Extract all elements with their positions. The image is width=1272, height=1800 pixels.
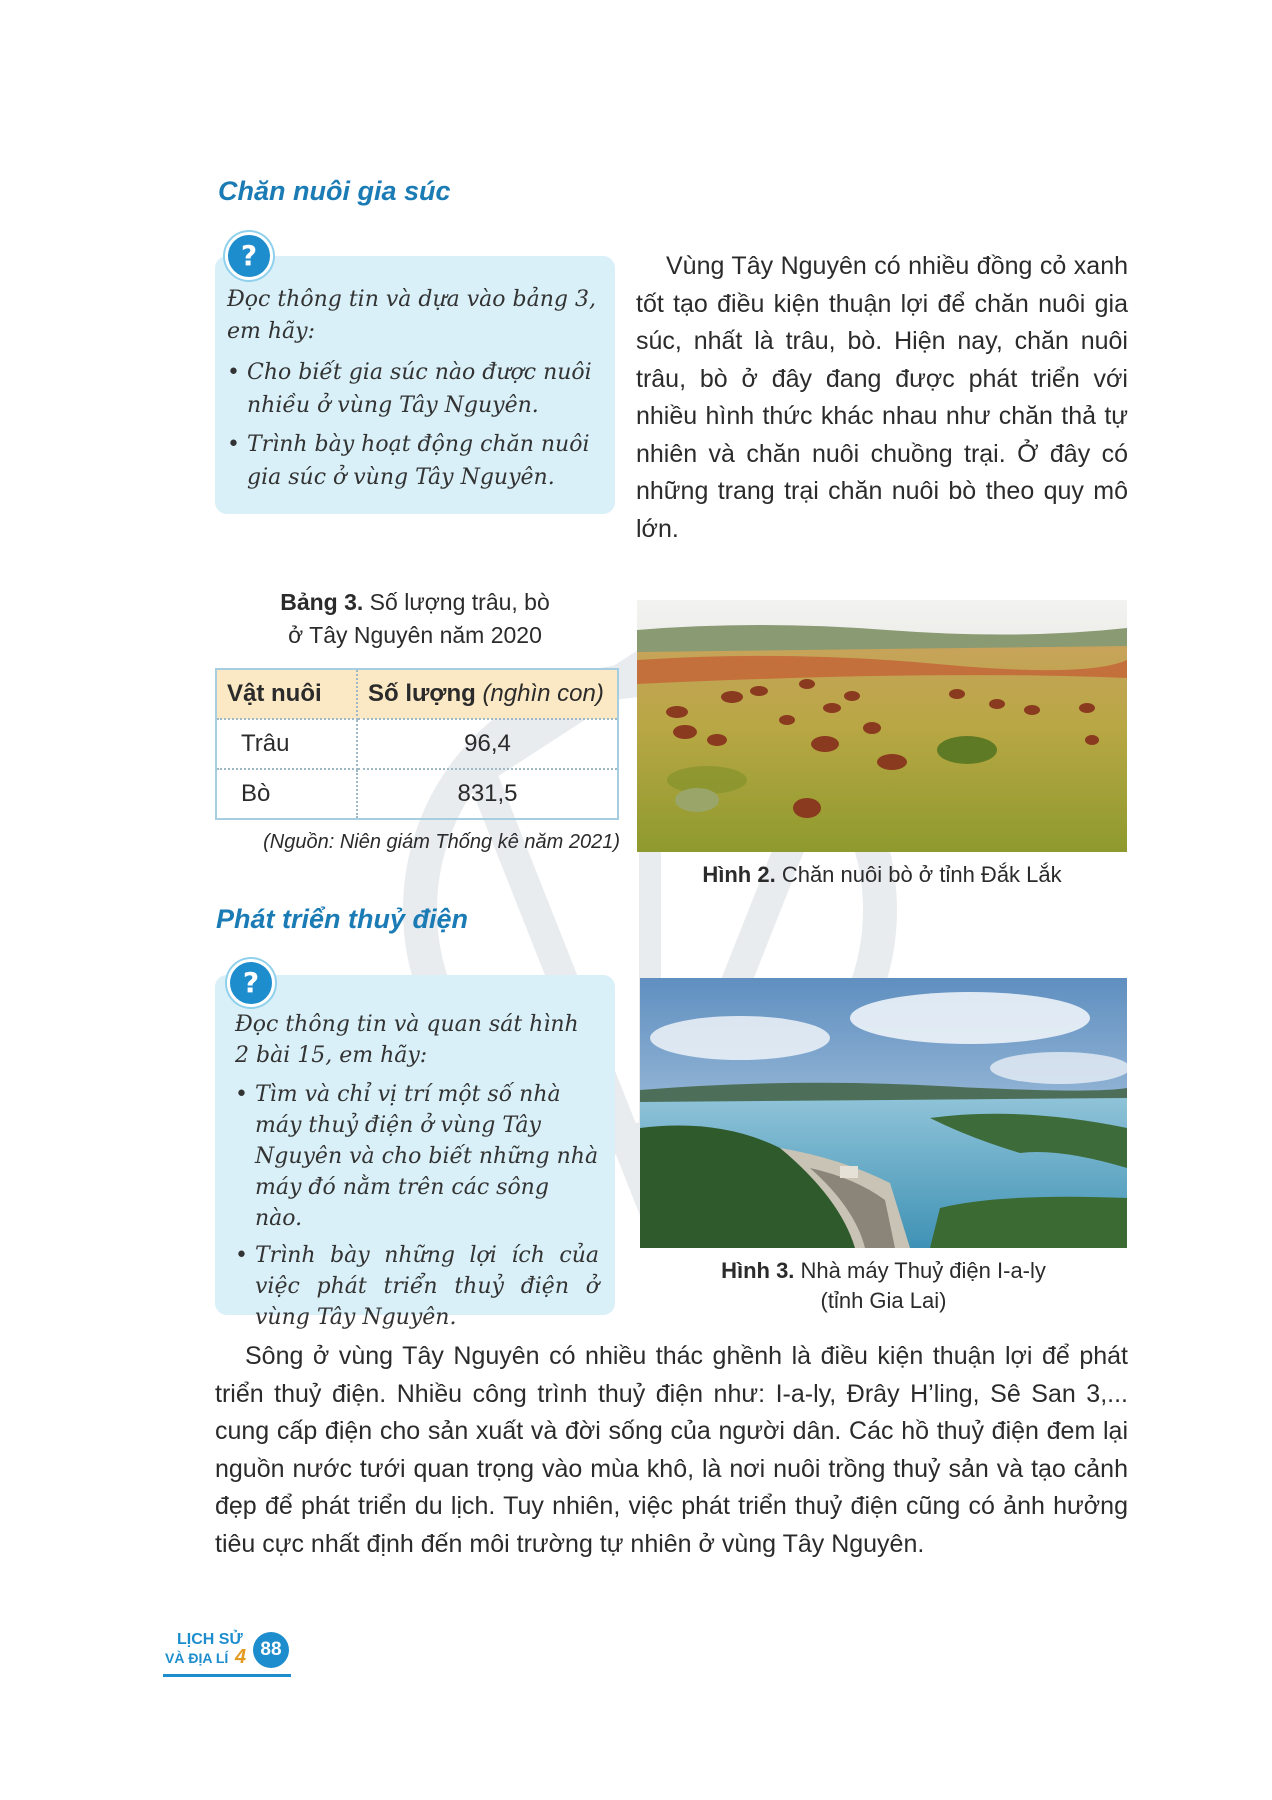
footer-logo-line1: LỊCH SỬ [177,1631,243,1648]
figure-3-text: Nhà máy Thuỷ điện I-a-ly [794,1258,1046,1283]
figure-3-caption [640,1256,1127,1316]
section-title-livestock: Chăn nuôi gia súc [218,176,451,206]
table-cell-animal: Trâu [217,719,357,769]
figure-2-label: Hình 2. [702,862,776,887]
table-row [217,769,617,818]
cattle-photo [637,600,1127,852]
table-caption-label: Bảng 3. [280,589,364,615]
table-caption-text-2: ở Tây Nguyên năm 2020 [288,622,542,648]
livestock-table [215,668,619,820]
table-row [217,719,617,769]
question-list [235,1079,599,1333]
paragraph-hydropower: Sông ở vùng Tây Nguyên có nhiều thác ghềnh là điều kiện thuận lợi để phát triển thuỷ điện. Nhiều công trình thuỷ điện như: I-a-ly, Đrây H’ling, Sê San 3,... cung cấp điện cho sản xuất và đời sống của người dân. Các hồ thuỷ điện đem lại nguồn nước tưới quan trọng vào mùa khô, là nơi nuôi trồng thuỷ sản và tạo cảnh đẹp để phát triển du lịch. Tuy nhiên, việc phát triển thuỷ điện cũng có ảnh hưởng tiêu cực nhất định đến môi trường tự nhiên ở vùng Tây Nguyên. [215,1342,1128,1558]
figure-2-text: Chăn nuôi bò ở tỉnh Đắk Lắk [775,862,1062,887]
question-item: • Cho biết gia súc nào được nuôi nhiều ở vùng Tây Nguyên. [227,356,601,422]
footer-rule [163,1674,291,1677]
figure-2-caption [637,862,1127,888]
footer-logo-line2: VÀ ĐỊA LÍ [165,1650,229,1666]
figure-3-label: Hình 3. [721,1258,795,1283]
question-lead: Đọc thông tin và quan sát hình 2 bài 15, em hãy: [235,1012,579,1068]
table-cell-count: 96,4 [357,719,617,769]
footer-logo [163,1632,293,1682]
question-lead: Đọc thông tin và dựa vào bảng 3, em hãy: [227,287,596,344]
question-item: • Trình bày hoạt động chăn nuôi gia súc ở vùng Tây Nguyên. [227,428,601,494]
section-title-hydropower: Phát triển thuỷ điện [216,904,469,934]
paragraph-livestock: Vùng Tây Nguyên có nhiều đồng cỏ xanh tốt tạo điều kiện thuận lợi để chăn nuôi gia súc, nhất là trâu, bò. Hiện nay, chăn nuôi trâu, bò ở đây đang được phát triển với nhiều hình thức khác nhau như chăn thả tự nhiên và chăn nuôi chuồng trại. Ở đây có những trang trại chăn nuôi bò theo quy mô lớn. [636,252,1128,543]
table-source: (Nguồn: Niên giám Thống kê năm 2021) [263,831,620,853]
table-caption [215,586,615,652]
question-box-livestock [215,239,615,514]
question-item: • Tìm và chỉ vị trí một số nhà máy thuỷ điện ở vùng Tây Nguyên và cho biết những nhà máy đó nằm trên các sông nào. [235,1079,599,1234]
table-cell-animal: Bò [217,769,357,818]
table-cell-count: 831,5 [457,780,518,807]
figure-3-text-2: (tỉnh Gia Lai) [820,1288,947,1313]
table-header-animal: Vật nuôi [217,670,357,719]
question-list [227,356,601,494]
dam-photo [640,978,1127,1248]
question-item: • Trình bày những lợi ích của việc phát triển thuỷ điện ở vùng Tây Nguyên. [235,1240,599,1333]
table-header-count: Số lượng (nghìn con) [357,670,617,719]
footer-grade: 4 [235,1646,247,1668]
question-mark-icon: ? [225,232,273,280]
table-caption-text: Số lượng trâu, bò [363,589,550,615]
page-number: 88 [253,1632,289,1668]
question-mark-icon: ? [227,959,275,1007]
question-box-hydropower [215,966,615,1330]
